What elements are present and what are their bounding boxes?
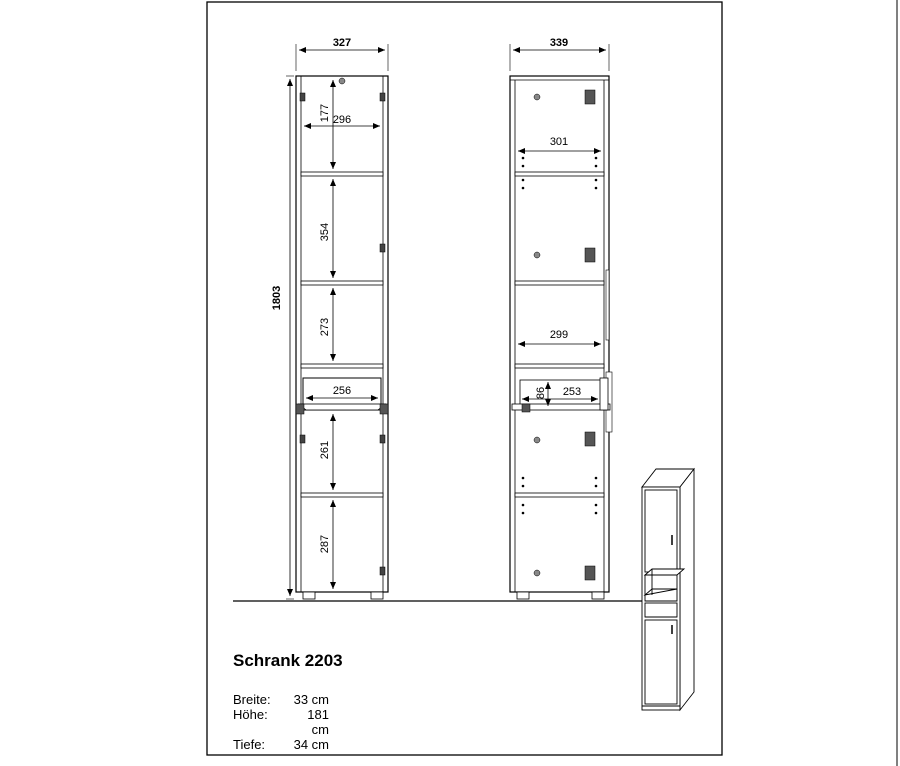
spec-value: 33 cm [293,692,329,707]
compartment-2-label: 354 [319,222,331,242]
spec-row-depth [233,737,329,752]
drawer-height-label: 86 [535,386,547,400]
compartment-1-label: 177 [319,103,331,123]
spec-value: 34 cm [293,737,329,752]
inner-width-label: 296 [332,114,352,126]
spec-row-width [233,692,329,707]
front-feet [303,592,383,599]
product-title: Schrank 2203 [233,651,343,670]
compartment-4-label: 261 [319,440,331,460]
spec-label: Tiefe: [233,737,266,752]
front-view [286,44,388,599]
side-inner-top-label: 301 [549,136,569,148]
total-height-label: 1803 [271,285,283,311]
perspective-view [642,469,694,710]
spec-label: Höhe: [233,707,268,722]
drawer-depth-label: 253 [562,386,582,398]
compartment-5-label: 287 [319,534,331,554]
side-width-label: 339 [549,37,569,49]
front-cabinet-body [296,76,388,592]
drawer-width-label: 256 [332,385,352,397]
side-inner-mid-label: 299 [549,329,569,341]
side-view [510,44,612,599]
spec-row-height [233,707,329,737]
spec-label: Breite: [233,692,271,707]
compartment-3-label: 273 [319,317,331,337]
side-feet [517,592,604,599]
front-width-label: 327 [332,37,352,49]
spec-list [233,692,329,752]
spec-value: 181 cm [307,707,329,737]
